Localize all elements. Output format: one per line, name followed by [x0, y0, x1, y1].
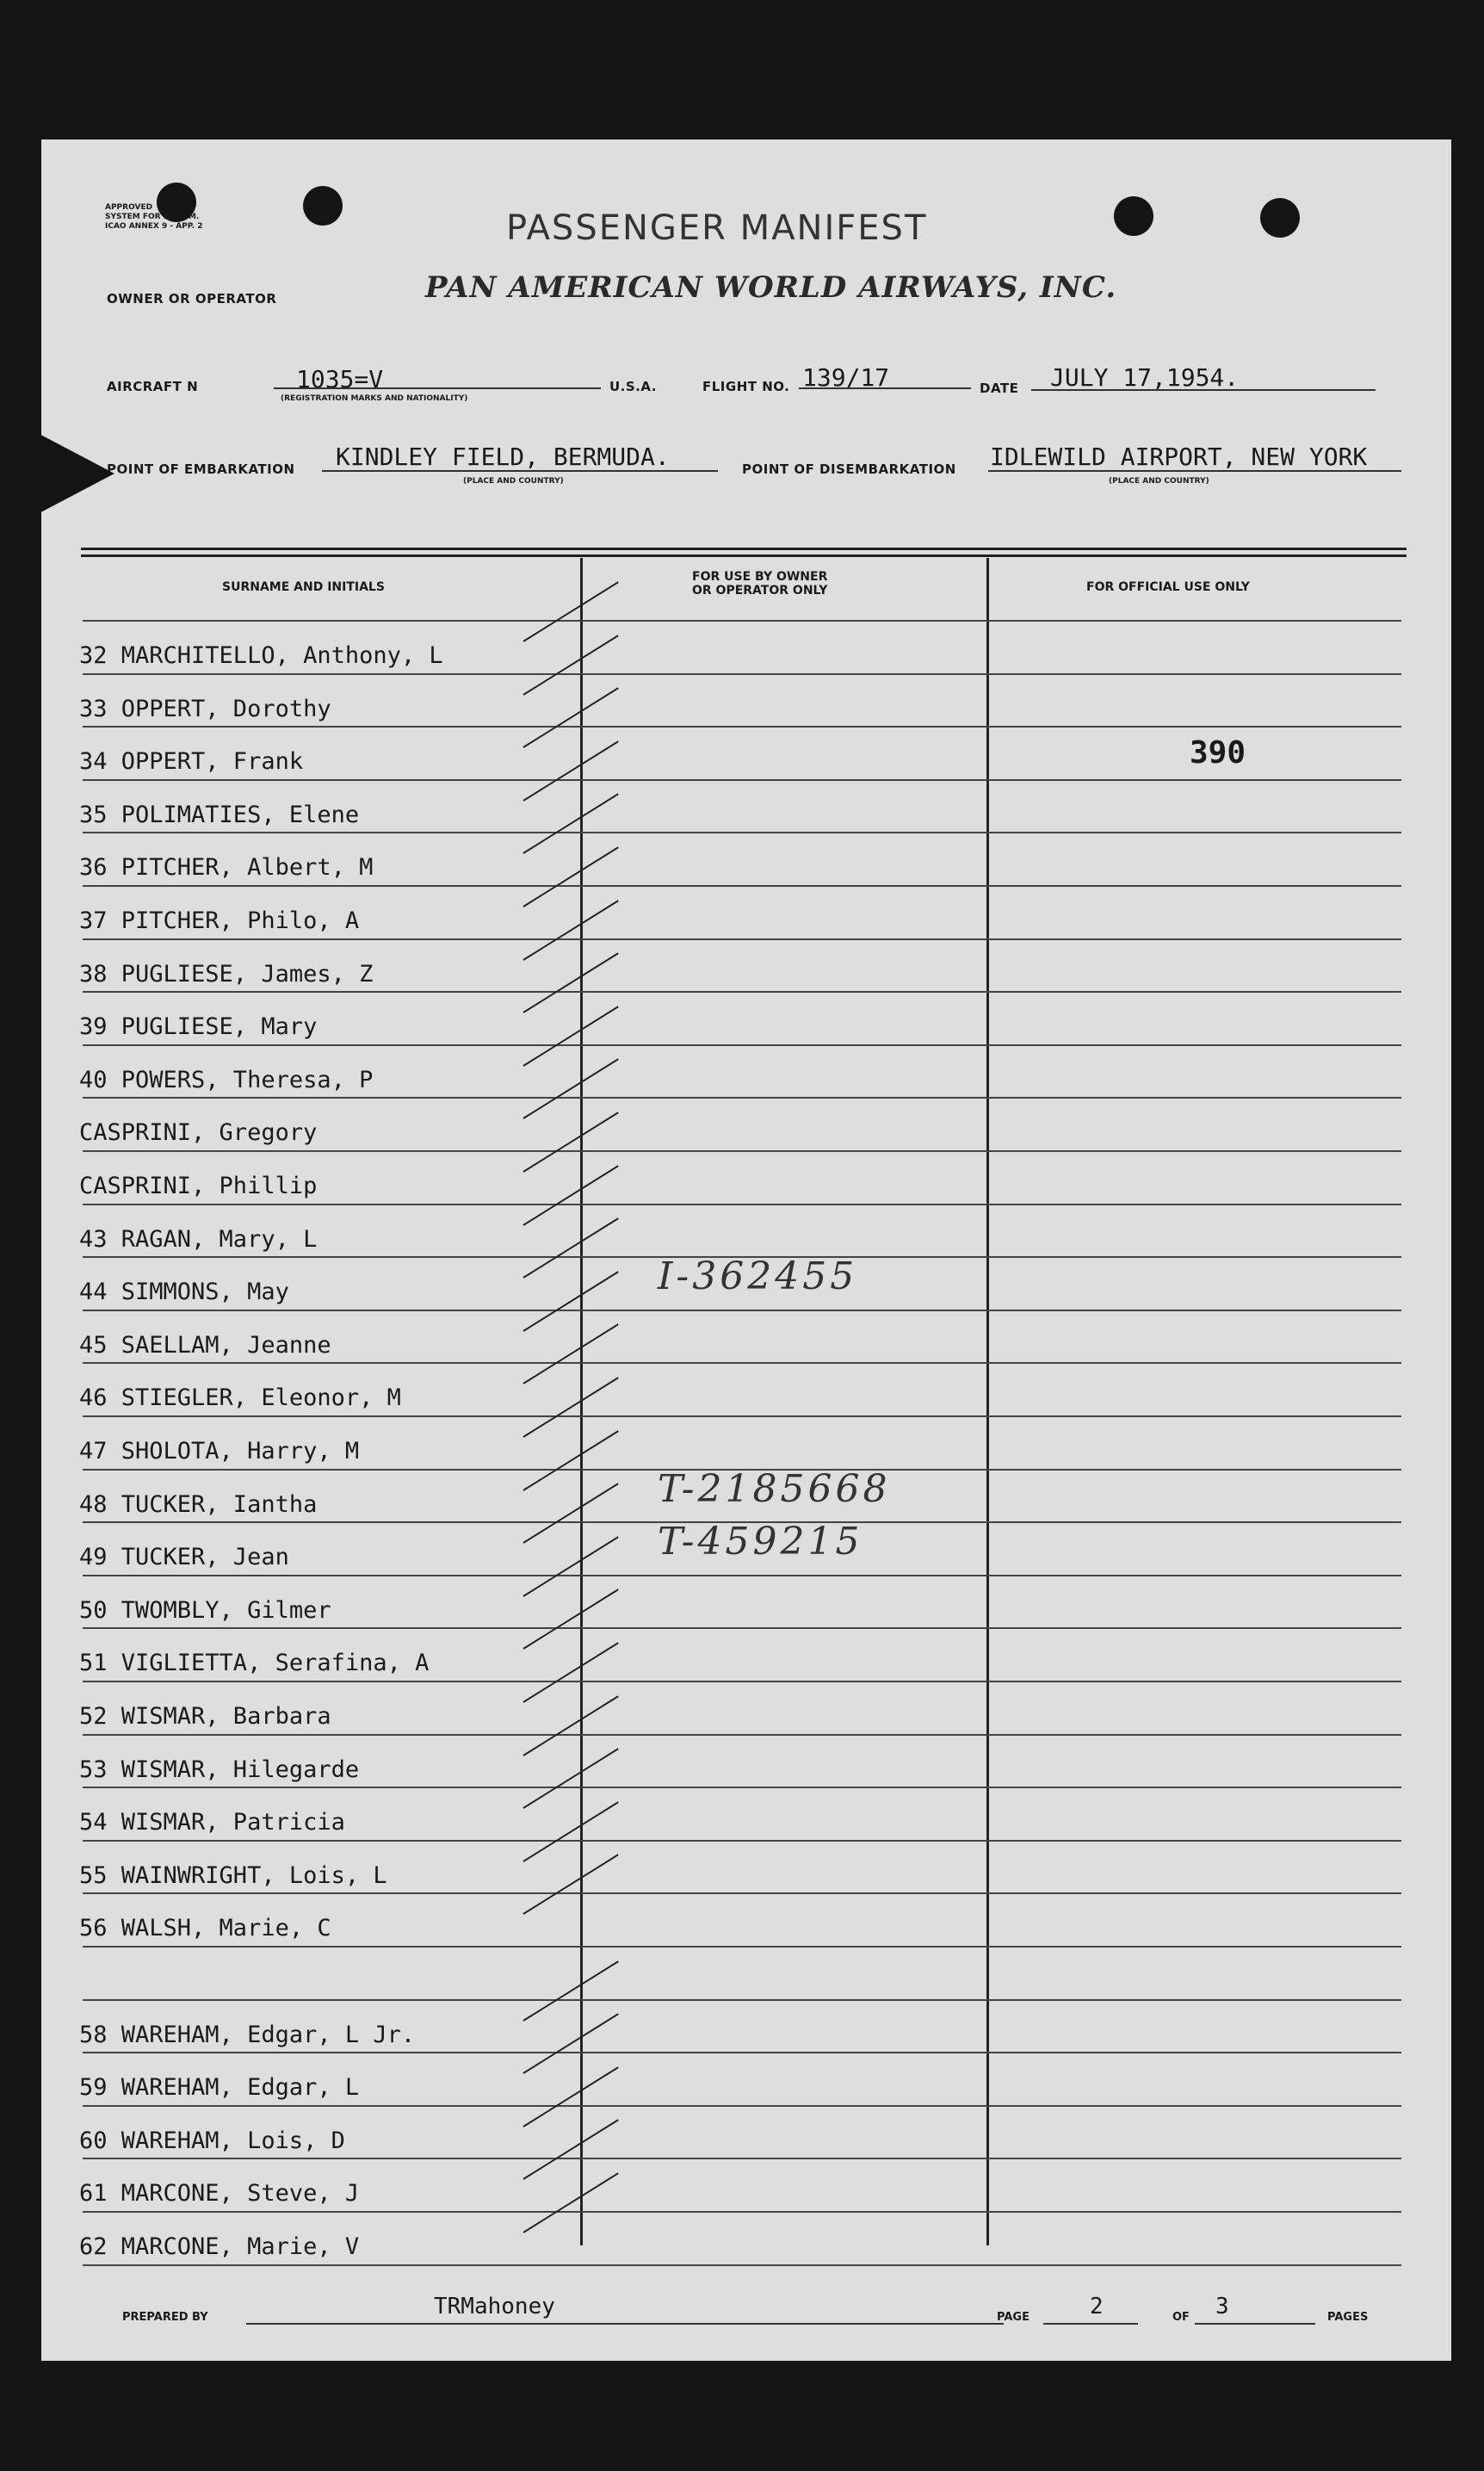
row-rule: [83, 1840, 1401, 1842]
row-rule: [83, 1627, 1401, 1629]
owner-label: OWNER OR OPERATOR: [107, 291, 277, 307]
check-mark: [522, 2013, 618, 2074]
passenger-name: 33 OPPERT, Dorothy: [79, 696, 331, 722]
check-mark: [522, 1430, 618, 1491]
passenger-name: 43 RAGAN, Mary, L: [79, 1226, 318, 1253]
row-rule: [83, 1999, 1401, 2001]
check-mark: [522, 846, 618, 907]
check-mark: [522, 1271, 618, 1332]
check-mark: [522, 1642, 618, 1703]
col-header-owner-use: [692, 570, 827, 598]
check-mark: [522, 1748, 618, 1809]
passenger-name: 53 WISMAR, Hilegarde: [79, 1756, 360, 1783]
underline: [1195, 2323, 1315, 2325]
check-mark: [522, 2172, 618, 2233]
underline: [246, 2323, 1004, 2325]
header-line: FOR USE BY OWNER: [692, 570, 828, 584]
underline: [1043, 2323, 1138, 2325]
of-value: 3: [1215, 2294, 1229, 2319]
check-mark: [522, 1483, 618, 1544]
passenger-name: 46 STIEGLER, Eleonor, M: [79, 1384, 401, 1411]
check-mark: [522, 1801, 618, 1862]
check-mark: [522, 1695, 618, 1756]
page-label: PAGE: [997, 2311, 1030, 2324]
handwritten-note: T-459215: [658, 1520, 863, 1564]
underline: [274, 387, 601, 389]
row-rule: [83, 1415, 1401, 1417]
check-mark: [522, 1588, 618, 1650]
underline: [322, 470, 718, 472]
page-value: 2: [1090, 2294, 1104, 2319]
underline: [1031, 389, 1376, 391]
passenger-name: 62 MARCONE, Marie, V: [79, 2233, 360, 2260]
disembark-caption: (PLACE AND COUNTRY): [1109, 477, 1209, 486]
row-rule: [83, 1892, 1401, 1894]
torn-edge: [33, 430, 114, 517]
passenger-name: 32 MARCHITELLO, Anthony, L: [79, 642, 443, 669]
passenger-name: 39 PUGLIESE, Mary: [79, 1013, 318, 1040]
row-rule: [83, 832, 1401, 833]
underline: [988, 470, 1401, 472]
passenger-name: 45 SAELLAM, Jeanne: [79, 1332, 331, 1359]
passenger-name: 40 POWERS, Theresa, P: [79, 1067, 374, 1093]
check-mark: [522, 793, 618, 854]
check-mark: [522, 1165, 618, 1226]
embark-caption: (PLACE AND COUNTRY): [463, 477, 564, 486]
handwritten-note: I-362455: [658, 1254, 858, 1298]
passenger-name: 49 TUCKER, Jean: [79, 1544, 289, 1570]
passenger-name: 60 WAREHAM, Lois, D: [79, 2127, 345, 2154]
embark-value: KINDLEY FIELD, BERMUDA.: [336, 443, 670, 471]
passenger-name: 59 WAREHAM, Edgar, L: [79, 2074, 360, 2101]
passenger-name: 47 SHOLOTA, Harry, M: [79, 1438, 360, 1465]
official-number: 390: [1190, 735, 1246, 771]
check-mark: [522, 1377, 618, 1438]
row-rule: [83, 1150, 1401, 1152]
row-rule: [83, 1575, 1401, 1576]
col-header-official: FOR OFFICIAL USE ONLY: [1086, 580, 1250, 594]
passenger-name: 55 WAINWRIGHT, Lois, L: [79, 1862, 387, 1889]
row-rule: [83, 1362, 1401, 1364]
row-rule: [83, 885, 1401, 887]
column-divider: [986, 558, 989, 2245]
row-rule: [83, 1204, 1401, 1205]
row-rule: [83, 1097, 1401, 1099]
passenger-name: CASPRINI, Gregory: [79, 1119, 318, 1146]
check-mark: [522, 952, 618, 1013]
approval-stamp: [105, 203, 203, 232]
row-rule: [83, 1044, 1401, 1046]
form-title: PASSENGER MANIFEST: [506, 208, 928, 248]
flight-label: FLIGHT NO.: [702, 379, 790, 394]
passenger-name: 54 WISMAR, Patricia: [79, 1809, 345, 1836]
embark-label: POINT OF EMBARKATION: [107, 461, 295, 477]
check-mark: [522, 1323, 618, 1384]
check-mark: [522, 1854, 618, 1915]
row-rule: [83, 1734, 1401, 1736]
passenger-name: 34 OPPERT, Frank: [79, 748, 304, 775]
row-rule: [83, 938, 1401, 940]
passenger-name: 58 WAREHAM, Edgar, L Jr.: [79, 2022, 416, 2048]
passenger-name: 44 SIMMONS, May: [79, 1279, 289, 1305]
row-rule: [83, 620, 1401, 622]
passenger-name: 38 PUGLIESE, James, Z: [79, 961, 374, 988]
passenger-name: 35 POLIMATIES, Elene: [79, 802, 360, 828]
check-mark: [522, 1058, 618, 1119]
row-rule: [83, 1681, 1401, 1682]
passenger-name: 48 TUCKER, Iantha: [79, 1491, 318, 1518]
punch-hole: [1114, 196, 1153, 236]
passenger-name: 61 MARCONE, Steve, J: [79, 2180, 360, 2207]
row-rule: [83, 2211, 1401, 2213]
row-rule: [83, 779, 1401, 781]
passenger-name: 56 WALSH, Marie, C: [79, 1915, 331, 1942]
pages-label: PAGES: [1327, 2311, 1369, 2324]
prepared-value: TRMahoney: [434, 2294, 555, 2319]
stamp-line: SYSTEM FOR P.C.O.M.: [105, 213, 200, 221]
check-mark: [522, 635, 618, 696]
handwritten-note: T-2185668: [658, 1467, 891, 1511]
passenger-name: 50 TWOMBLY, Gilmer: [79, 1597, 331, 1624]
prepared-label: PREPARED BY: [122, 2311, 208, 2324]
table-top-rule: [81, 548, 1407, 550]
check-mark: [522, 1112, 618, 1173]
aircraft-label: AIRCRAFT N: [107, 379, 199, 394]
check-mark: [522, 1006, 618, 1067]
passenger-name: 51 VIGLIETTA, Serafina, A: [79, 1650, 430, 1676]
passenger-name: 52 WISMAR, Barbara: [79, 1703, 331, 1730]
check-mark: [522, 2119, 618, 2180]
date-value: JULY 17,1954.: [1050, 363, 1240, 392]
row-rule: [83, 673, 1401, 675]
check-mark: [522, 687, 618, 748]
header-line: OR OPERATOR ONLY: [692, 584, 828, 598]
stamp-line: ICAO ANNEX 9 - APP. 2: [105, 222, 203, 231]
check-mark: [522, 740, 618, 802]
underline: [799, 387, 971, 389]
disembark-label: POINT OF DISEMBARKATION: [742, 461, 956, 477]
check-mark: [522, 1217, 618, 1279]
check-mark: [522, 1960, 618, 2022]
aircraft-caption: (REGISTRATION MARKS AND NATIONALITY): [281, 394, 468, 403]
col-header-surname: SURNAME AND INITIALS: [222, 580, 385, 594]
row-rule: [83, 726, 1401, 728]
passenger-name: 37 PITCHER, Philo, A: [79, 907, 360, 934]
nationality: U.S.A.: [609, 379, 657, 394]
row-rule: [83, 2052, 1401, 2053]
disembark-value: IDLEWILD AIRPORT, NEW YORK: [990, 443, 1368, 471]
row-rule: [83, 991, 1401, 993]
flight-value: 139/17: [802, 363, 890, 392]
row-rule: [83, 1787, 1401, 1788]
passenger-name: 36 PITCHER, Albert, M: [79, 854, 374, 881]
row-rule: [83, 2264, 1401, 2266]
check-mark: [522, 1536, 618, 1597]
table-top-rule: [81, 554, 1407, 557]
row-rule: [83, 1946, 1401, 1948]
passenger-name: CASPRINI, Phillip: [79, 1173, 318, 1199]
owner-value: PAN AMERICAN WORLD AIRWAYS, INC.: [425, 270, 1117, 305]
check-mark: [522, 2066, 618, 2127]
stamp-line: APPROVED: [105, 203, 153, 212]
check-mark: [522, 581, 618, 642]
manifest-form: [41, 139, 1451, 2361]
punch-hole: [1260, 198, 1300, 238]
row-rule: [83, 2158, 1401, 2159]
check-mark: [522, 900, 618, 961]
date-label: DATE: [980, 381, 1019, 396]
row-rule: [83, 2105, 1401, 2107]
punch-hole: [303, 186, 343, 226]
of-label: OF: [1172, 2311, 1190, 2324]
aircraft-value: 1035=V: [296, 365, 384, 393]
row-rule: [83, 1310, 1401, 1311]
